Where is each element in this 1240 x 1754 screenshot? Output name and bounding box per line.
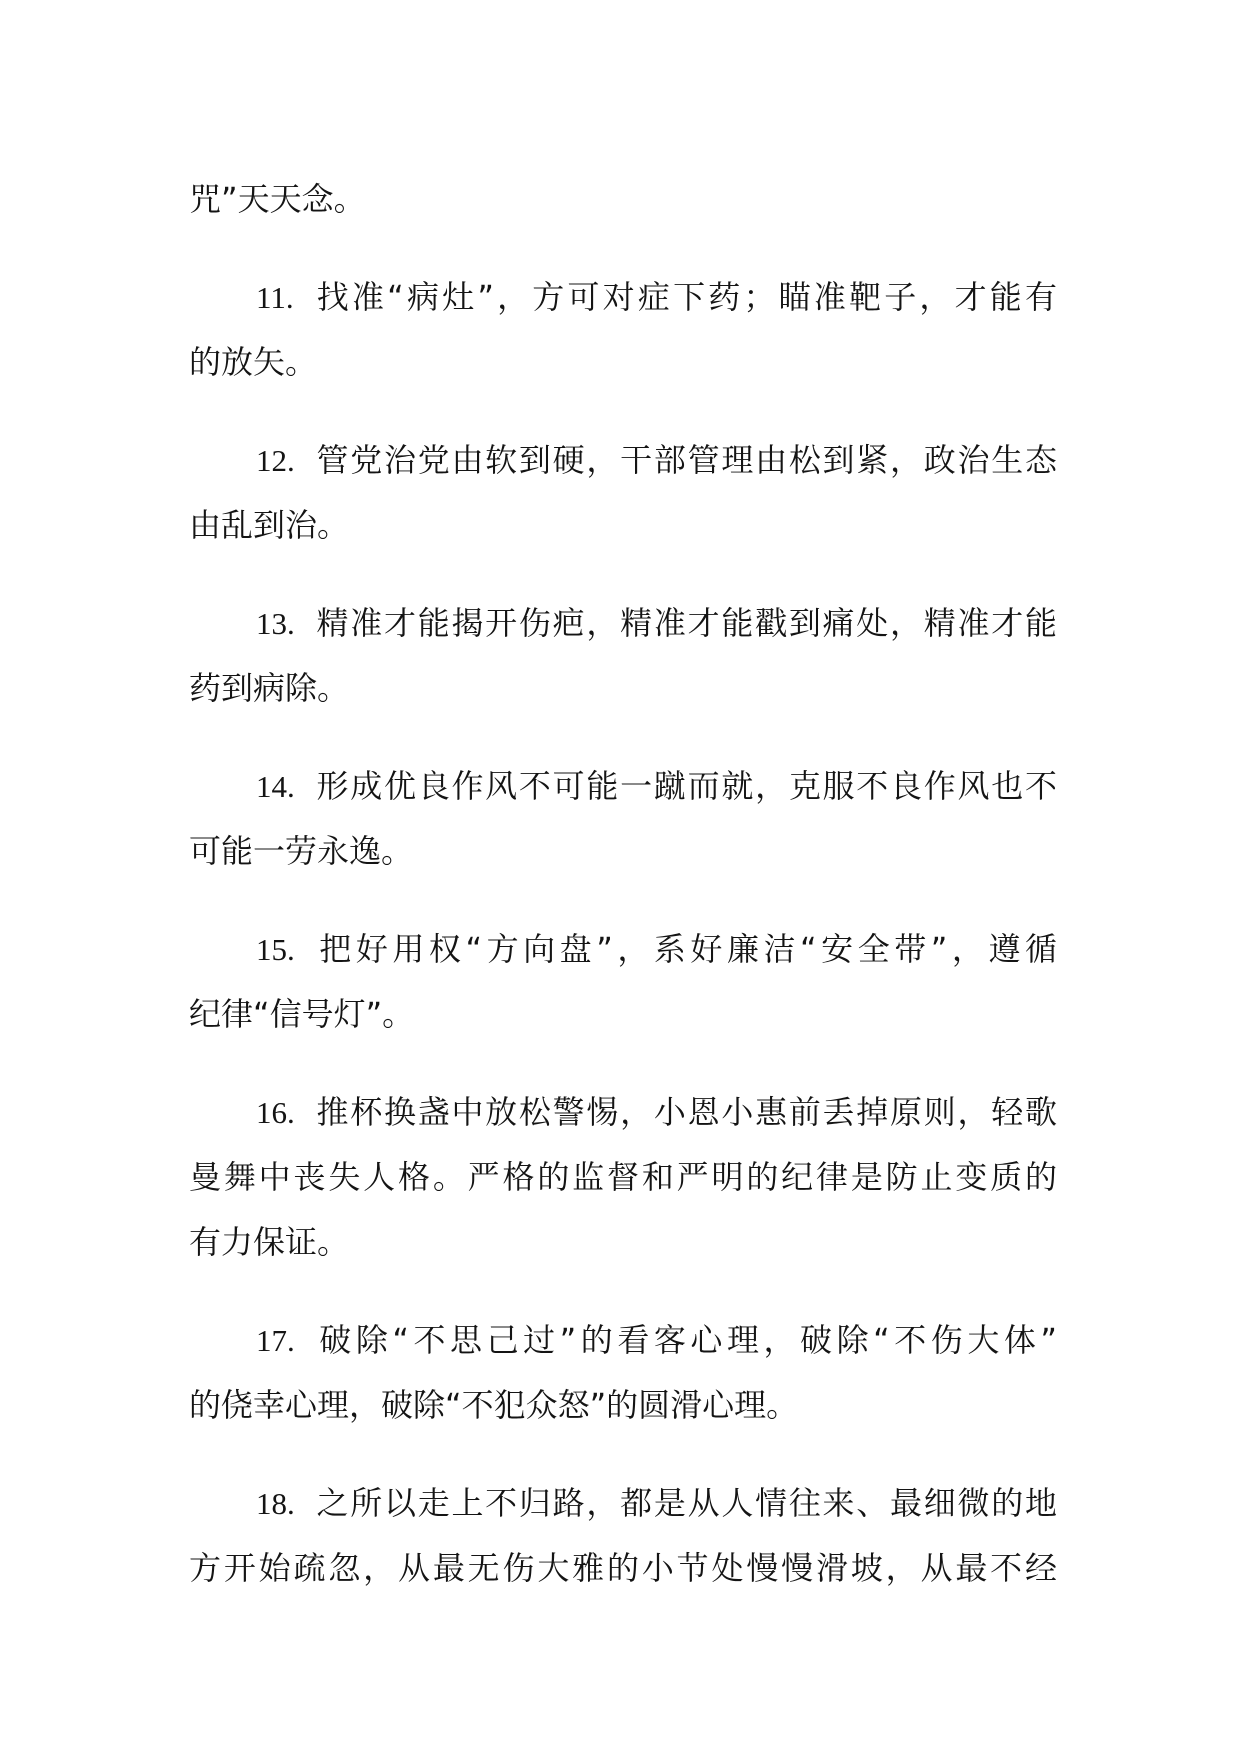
paragraph-number: 15.	[256, 932, 295, 967]
text-line: 可能一劳永逸。	[189, 832, 414, 870]
paragraph-number: 13.	[256, 606, 295, 641]
text-line: 的放矢。	[189, 343, 318, 381]
paragraph-number: 11.	[256, 280, 294, 315]
text-line: 由乱到治。	[189, 506, 350, 544]
paragraph-11	[189, 265, 1057, 395]
text-line	[189, 265, 1057, 330]
paragraph-number: 12.	[256, 443, 295, 478]
text-line: 咒”天天念。	[189, 180, 366, 218]
paragraph-number: 14.	[256, 769, 295, 804]
paragraph-17	[189, 1308, 1057, 1438]
text-line	[189, 1471, 1057, 1536]
paragraph-number: 18.	[256, 1486, 295, 1521]
paragraph-16	[189, 1080, 1057, 1275]
paragraph-12	[189, 428, 1057, 558]
text-line: 曼舞中丧失人格。严格的监督和严明的纪律是防止变质的	[189, 1158, 1057, 1196]
text-line: 纪律“信号灯”。	[189, 995, 415, 1033]
paragraph-number: 17.	[256, 1323, 295, 1358]
paragraph-15	[189, 917, 1057, 1047]
text-line	[189, 428, 1057, 493]
paragraph-13	[189, 591, 1057, 721]
text-line: 方开始疏忽，从最无伤大雅的小节处慢慢滑坡，从最不经	[189, 1549, 1057, 1587]
text-line	[189, 591, 1057, 656]
line-text: 管党治党由软到硬，干部管理由松到紧，政治生态	[314, 441, 1057, 479]
line-text: 形成优良作风不可能一蹴而就，克服不良作风也不	[314, 767, 1057, 805]
line-text: 之所以走上不归路，都是从人情往来、最细微的地	[314, 1484, 1057, 1522]
line-text: 精准才能揭开伤疤，精准才能戳到痛处，精准才能	[314, 604, 1057, 642]
line-text: 推杯换盏中放松警惕，小恩小惠前丢掉原则，轻歌	[314, 1093, 1057, 1131]
text-line	[189, 917, 1057, 982]
text-line: 药到病除。	[189, 669, 350, 707]
text-line: 的侥幸心理，破除“不犯众怒”的圆滑心理。	[189, 1386, 799, 1424]
paragraph-14	[189, 754, 1057, 884]
paragraph-18	[189, 1471, 1057, 1601]
text-line	[189, 1308, 1057, 1373]
text-line: 有力保证。	[189, 1223, 350, 1261]
paragraph-number: 16.	[256, 1095, 295, 1130]
line-text: 破除“不思己过”的看客心理，破除“不伤大体”	[314, 1321, 1057, 1359]
document-body	[189, 167, 1057, 1634]
line-text: 找准“病灶”，方可对症下药；瞄准靶子，才能有	[313, 278, 1057, 316]
text-line	[189, 1080, 1057, 1145]
paragraph-continuation	[189, 167, 1057, 232]
line-text: 把好用权“方向盘”，系好廉洁“安全带”，遵循	[314, 930, 1057, 968]
text-line	[189, 754, 1057, 819]
